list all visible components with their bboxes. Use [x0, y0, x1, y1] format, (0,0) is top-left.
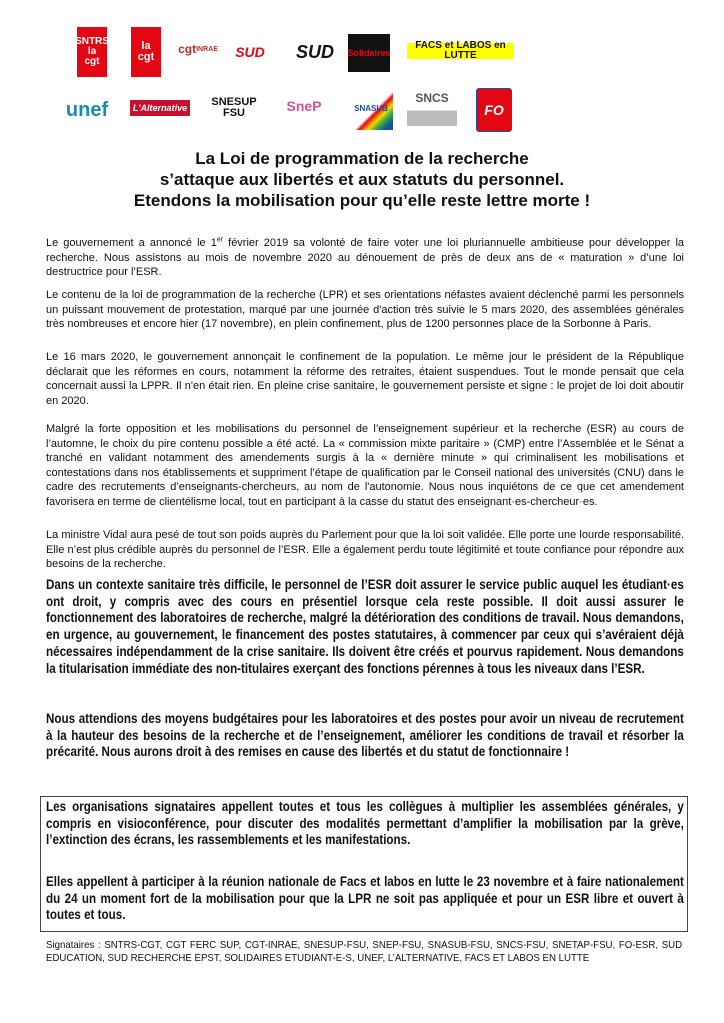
logo-fo-esr: FO	[476, 88, 512, 132]
signatories: Signataires : SNTRS-CGT, CGT FERC SUP, CGT-INRAE, SNESUP-FSU, SNEP-FSU, SNASUB-FSU, SNCS-FSU, SNETAP-FSU, FO-ESR, SUD EDUCATION, SUD RECHERCHE EPST, SOLIDAIRES ETUDIANT-E-S, UNEF, L’ALTERNATIVE, FACS ET LABOS EN LUTTE	[46, 940, 683, 964]
bold-paragraph: Dans un contexte sanitaire très difficile, le personnel de l’ESR doit assurer le service public auquel les étudiant·es ont droit, y compris avec des cours en présentiel lorsque cela reste possible. Il doit aussi assurer le fonctionnement des laboratoires de recherche, malgré la détérioration des conditions de travail. Nous demandons, en urgence, au gouvernement, le financement des postes statutaires, à commencer par ceux qui s’avéraient déjà nécessaires indépendamment de la crise sanitaire. Ils doivent être créés et pourvus rapidement. Nous demandons la titularisation immédiate des non-titulaires exerçant des fonctions pérennes à tous les niveaux dans l’ESR.	[46, 577, 684, 676]
logo-cgt-ferc-sup: la cgt	[131, 27, 161, 77]
call-paragraph: Elles appellent à participer à la réunion nationale de Facs et labos en lutte le 23 novembre et à faire nationalement du 24 un moment fort de la mobilisation pour que la LPR ne soit pas appliquée et pour un ESR libre et ouvert à toutes et tous.	[46, 874, 684, 923]
logo-solidaires-etudiants: Solidaires	[348, 34, 390, 72]
logo-alternative: L'Alternative	[130, 100, 190, 116]
logo-sntrs-cgt: SNTRS la cgt	[77, 27, 107, 77]
logo-snesup-fsu: SNESUP FSU	[211, 96, 257, 119]
ordinal-superscript: er	[216, 236, 224, 244]
bold-paragraph: Nous attendions des moyens budgétaires pour les laboratoires et des postes pour avoir un niveau de recrutement à la hauteur des besoins de la recherche et de l’enseignement, améliorer les conditions de travail et résorber la précarité. Nous aurons droit à des remises en cause des libertés et du statut de fonctionnaire !	[46, 711, 684, 760]
logo-sud-recherche: SUD	[235, 44, 265, 60]
title-line: La Loi de programmation de la recherche	[195, 149, 529, 168]
logo-snasub-fsu: SNASUB	[349, 88, 393, 130]
logo-sncs: SNCS	[407, 92, 457, 126]
intro-text: Le gouvernement a annoncé le 1	[46, 237, 217, 249]
intro-text: février 2019 sa volonté de faire voter une loi pluriannuelle ambitieuse pour développer la recherche. Nous assistons au mois de novembre 2020 au dénouement de près de deux ans de « maturation » d’une loi destructrice pour l’ESR.	[46, 237, 685, 279]
title-line: s’attaque aux libertés et aux statuts du personnel.	[159, 170, 565, 189]
logo-cgt-inrae: cgt INRAE	[178, 42, 218, 56]
logo-snep: SneP	[286, 98, 322, 114]
title-line: Etendons la mobilisation pour qu’elle reste lettre morte !	[133, 191, 591, 210]
logo-facs-labos-lutte: FACS et LABOS en LUTTE	[407, 43, 514, 59]
logo-sud-education: SUD	[295, 42, 334, 62]
paragraph: Le contenu de la loi de programmation de la recherche (LPR) et ses orientations néfastes avaient déclenché parmi les personnels un puissant mouvement de protestation, marqué par une journée d'action très suivie le 5 mars 2020, des assemblées générales très nombreuses et encore hier (17 novembre), en plein confinement, plus de 1200 personnes place de la Sorbonne à Paris.	[46, 289, 684, 331]
logo-unef: unef	[65, 99, 109, 121]
paragraph: Malgré la forte opposition et les mobilisations du personnel de l’enseignement supérieur et la recherche (ESR) au cours de l’automne, le choix du pire contenu possible a été acté. La « commission mixte paritaire » (CMP) entre l’Assemblée et le Sénat a tranché en validant notamment des amendements surgis à la « dernière minute » qui criminalisent les mobilisations et contestations dans nos établissements et suppriment l’étape de qualification par le Conseil national des universités (CNU) dans le cadre des recrutements d’enseignants-chercheurs, au nom de l'autonomie. Nous nous inquiétons de ce que cet amendement favorisera en terme de clientélisme local, tout en participant à la casse du statut des enseignant·es-chercheur·es.	[46, 423, 684, 508]
intro-paragraph	[46, 236, 684, 280]
paragraph: La ministre Vidal aura pesé de tout son poids auprès du Parlement pour que la loi soit validée. Elle porte une lourde responsabilité. Elle n’est plus crédible auprès du personnel de l’ESR. Elle a également perdu toute légitimité et toute confiance pour répondre aux besoins de la recherche.	[46, 529, 684, 571]
paragraph: Le 16 mars 2020, le gouvernement annonçait le confinement de la population. Le même jour le président de la République déclarait que les réformes en cours, notamment la réforme des retraites, étaient suspendues. Tout le monde pensait que cela concernait aussi la LPPR. Il n'en était rien. En pleine crise sanitaire, le gouvernement persiste et signe : le projet de loi doit aboutir en 2020.	[46, 351, 684, 407]
page-title	[40, 148, 684, 211]
call-paragraph: Les organisations signataires appellent toutes et tous les collègues à multiplier les assemblées générales, y compris en visioconférence, pour discuter des modalités permettant d’amplifier la mobilisation par la grève, l’extinction des écrans, les rassemblements et les manifestations.	[46, 799, 684, 848]
